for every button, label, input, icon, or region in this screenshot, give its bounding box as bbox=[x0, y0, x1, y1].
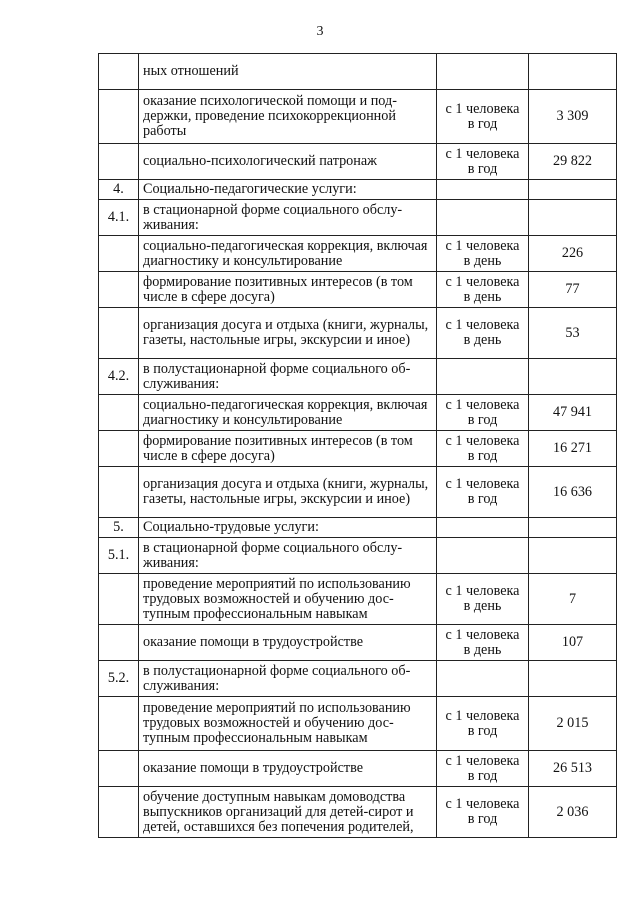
unit-of-measure: с 1 человека в год bbox=[437, 144, 529, 180]
row-number: 5. bbox=[99, 518, 139, 538]
row-number bbox=[99, 236, 139, 272]
table-row bbox=[99, 54, 617, 90]
row-number bbox=[99, 54, 139, 90]
row-number bbox=[99, 751, 139, 787]
row-number: 5.1. bbox=[99, 538, 139, 574]
service-name: оказание психологической помощи и поддержки, проведение психокоррекционной работы bbox=[139, 90, 437, 144]
table-row bbox=[99, 787, 617, 838]
service-name: ных отношений bbox=[139, 54, 437, 90]
row-number bbox=[99, 144, 139, 180]
service-name: оказание помощи в трудоустройстве bbox=[139, 625, 437, 661]
unit-of-measure: с 1 человека в год bbox=[437, 467, 529, 518]
unit-of-measure bbox=[437, 180, 529, 200]
tariff-value: 77 bbox=[529, 272, 617, 308]
service-name: организация досуга и отдыха (книги, журналы, газеты, настольные игры, экскурсии и иное) bbox=[139, 467, 437, 518]
table-row bbox=[99, 144, 617, 180]
service-name: в полустационарной форме социального обслуживания: bbox=[139, 359, 437, 395]
row-number bbox=[99, 467, 139, 518]
row-number: 4.2. bbox=[99, 359, 139, 395]
service-name: проведение мероприятий по использованию трудовых возможностей и обучению доступным профессиональным навыкам bbox=[139, 574, 437, 625]
tariff-value: 47 941 bbox=[529, 395, 617, 431]
row-number: 4.1. bbox=[99, 200, 139, 236]
tariff-value bbox=[529, 661, 617, 697]
unit-of-measure bbox=[437, 661, 529, 697]
service-name: в стационарной форме социального обслуживания: bbox=[139, 200, 437, 236]
table-row bbox=[99, 538, 617, 574]
unit-of-measure: с 1 человека в день bbox=[437, 625, 529, 661]
service-name: Социально-трудовые услуги: bbox=[139, 518, 437, 538]
row-number bbox=[99, 272, 139, 308]
row-number bbox=[99, 574, 139, 625]
service-name: Социально-педагогические услуги: bbox=[139, 180, 437, 200]
unit-of-measure bbox=[437, 200, 529, 236]
service-name: социально-педагогическая коррекция, включая диагностику и консультирование bbox=[139, 395, 437, 431]
row-number bbox=[99, 787, 139, 838]
page-number: 3 bbox=[316, 24, 324, 39]
row-number bbox=[99, 431, 139, 467]
tariff-value: 2 036 bbox=[529, 787, 617, 838]
unit-of-measure: с 1 человека в год bbox=[437, 751, 529, 787]
tariff-value bbox=[529, 200, 617, 236]
tariff-value bbox=[529, 180, 617, 200]
unit-of-measure bbox=[437, 538, 529, 574]
unit-of-measure bbox=[437, 359, 529, 395]
row-number: 5.2. bbox=[99, 661, 139, 697]
table-row bbox=[99, 661, 617, 697]
service-name: организация досуга и отдыха (книги, журналы, газеты, настольные игры, экскурсии и иное) bbox=[139, 308, 437, 359]
tariff-value: 29 822 bbox=[529, 144, 617, 180]
table-row bbox=[99, 180, 617, 200]
tariff-value: 53 bbox=[529, 308, 617, 359]
tariff-value bbox=[529, 54, 617, 90]
table-row bbox=[99, 518, 617, 538]
service-name: оказание помощи в трудоустройстве bbox=[139, 751, 437, 787]
table-row bbox=[99, 395, 617, 431]
tariff-value: 226 bbox=[529, 236, 617, 272]
tariff-value: 16 271 bbox=[529, 431, 617, 467]
unit-of-measure: с 1 человека в год bbox=[437, 395, 529, 431]
table-row bbox=[99, 90, 617, 144]
unit-of-measure bbox=[437, 54, 529, 90]
tariff-value: 16 636 bbox=[529, 467, 617, 518]
unit-of-measure: с 1 человека в год bbox=[437, 697, 529, 751]
tariff-value bbox=[529, 359, 617, 395]
unit-of-measure: с 1 человека в день bbox=[437, 236, 529, 272]
row-number bbox=[99, 395, 139, 431]
row-number bbox=[99, 90, 139, 144]
unit-of-measure: с 1 человека в год bbox=[437, 90, 529, 144]
service-name: формирование позитивных интересов (в том числе в сфере досуга) bbox=[139, 431, 437, 467]
tariff-value: 2 015 bbox=[529, 697, 617, 751]
tariff-value: 107 bbox=[529, 625, 617, 661]
tariff-value: 7 bbox=[529, 574, 617, 625]
unit-of-measure: с 1 человека в день bbox=[437, 272, 529, 308]
service-name: социально-педагогическая коррекция, включая диагностику и консультирование bbox=[139, 236, 437, 272]
table-row bbox=[99, 697, 617, 751]
unit-of-measure bbox=[437, 518, 529, 538]
tariff-table bbox=[98, 53, 617, 838]
service-name: в полустационарной форме социального обслуживания: bbox=[139, 661, 437, 697]
table-row bbox=[99, 236, 617, 272]
service-name: проведение мероприятий по использованию трудовых возможностей и обучению доступным профессиональным навыкам bbox=[139, 697, 437, 751]
row-number bbox=[99, 308, 139, 359]
unit-of-measure: с 1 человека в день bbox=[437, 308, 529, 359]
row-number bbox=[99, 697, 139, 751]
unit-of-measure: с 1 человека в год bbox=[437, 431, 529, 467]
table-row bbox=[99, 200, 617, 236]
tariff-value bbox=[529, 538, 617, 574]
table-row bbox=[99, 272, 617, 308]
unit-of-measure: с 1 человека в год bbox=[437, 787, 529, 838]
tariff-value: 26 513 bbox=[529, 751, 617, 787]
table-row bbox=[99, 625, 617, 661]
row-number bbox=[99, 625, 139, 661]
table-row bbox=[99, 574, 617, 625]
table-row bbox=[99, 359, 617, 395]
table-row bbox=[99, 308, 617, 359]
unit-of-measure: с 1 человека в день bbox=[437, 574, 529, 625]
table-row bbox=[99, 467, 617, 518]
tariff-value: 3 309 bbox=[529, 90, 617, 144]
service-name: социально-психологический патронаж bbox=[139, 144, 437, 180]
table-row bbox=[99, 751, 617, 787]
table-row bbox=[99, 431, 617, 467]
tariff-value bbox=[529, 518, 617, 538]
service-name: обучение доступным навыкам домоводства выпускников организаций для детей-сирот и детей, оставшихся без попечения родителей, bbox=[139, 787, 437, 838]
service-name: формирование позитивных интересов (в том числе в сфере досуга) bbox=[139, 272, 437, 308]
row-number: 4. bbox=[99, 180, 139, 200]
service-name: в стационарной форме социального обслуживания: bbox=[139, 538, 437, 574]
